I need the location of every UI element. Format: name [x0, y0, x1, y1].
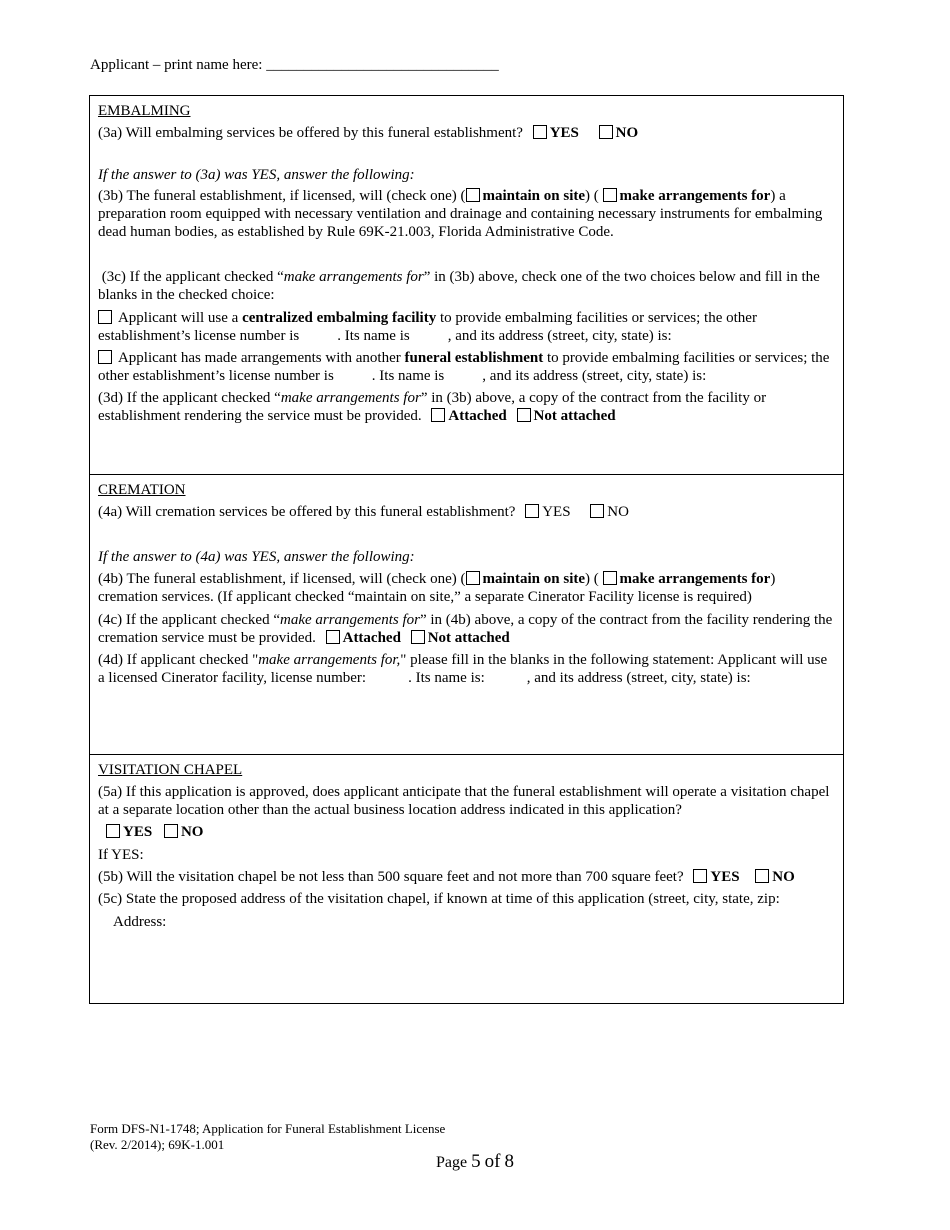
question-5a: (5a) If this application is approved, does applicant anticipate that the funeral establishment will operate a visitation chapel at a separate location other than the actual business location address indicated in this application? — [98, 784, 830, 818]
chapel-if-yes: If YES: — [98, 847, 144, 863]
question-4a: (4a) Will cremation services be offered by this funeral establishment? YES NO — [98, 504, 629, 520]
visitation-chapel-section — [89, 754, 844, 1004]
3c-centralized-facility-checkbox[interactable] — [98, 310, 112, 324]
chapel-address-field[interactable]: Address: — [113, 914, 167, 930]
embalming-section — [89, 95, 844, 475]
5b-yes-checkbox[interactable] — [693, 869, 707, 883]
4a-no-checkbox[interactable] — [590, 504, 604, 518]
5b-no-checkbox[interactable] — [755, 869, 769, 883]
cremation-heading: CREMATION — [98, 482, 186, 498]
3a-yes-checkbox[interactable] — [533, 125, 547, 139]
4b-maintain-on-site-checkbox[interactable] — [466, 571, 480, 585]
question-3c: (3c) If the applicant checked “make arrangements for” in (3b) above, check one of the two choices below and fill in the blanks in the checked choice: — [98, 269, 820, 303]
5a-no-checkbox[interactable] — [164, 824, 178, 838]
question-5b: (5b) Will the visitation chapel be not less than 500 square feet and not more than 700 square feet? YES NO — [98, 869, 795, 885]
question-5c: (5c) State the proposed address of the visitation chapel, if known at time of this application (street, city, state, zip: — [98, 891, 780, 907]
form-footer — [90, 1121, 445, 1153]
question-3b: (3b) The funeral establishment, if licensed, will (check one) ( maintain on site) ( make arrangements for) a preparation room equipped with necessary ventilation and drainage and containing necessary instruments for embalming dead human bodies, as established by Rule 69K-21.003, Florida Administrative Code. — [98, 188, 823, 240]
page-number: Page 5 of 8 — [436, 1151, 514, 1172]
question-4b: (4b) The funeral establishment, if licensed, will (check one) ( maintain on site) ( make arrangements for) cremation services. (If applicant checked “maintain on site,” a separate Cinerator Facility license is required) — [98, 571, 776, 605]
3a-no-checkbox[interactable] — [599, 125, 613, 139]
4c-attached-checkbox[interactable] — [326, 630, 340, 644]
3b-make-arrangements-checkbox[interactable] — [603, 188, 617, 202]
3d-attached-checkbox[interactable] — [431, 408, 445, 422]
footer-revision: (Rev. 2/2014); 69K-1.001 — [90, 1137, 225, 1152]
cremation-if-yes: If the answer to (4a) was YES, answer the following: — [98, 549, 415, 565]
embalming-heading: EMBALMING — [98, 103, 191, 119]
3d-not-attached-checkbox[interactable] — [517, 408, 531, 422]
applicant-name-line — [90, 56, 499, 74]
embalming-if-yes: If the answer to (3a) was YES, answer the following: — [98, 167, 415, 183]
question-4c: (4c) If the applicant checked “make arrangements for” in (4b) above, a copy of the contract from the facility rendering the cremation service must be provided. Attached Not attached — [98, 612, 833, 646]
5a-yes-checkbox[interactable] — [106, 824, 120, 838]
4b-make-arrangements-checkbox[interactable] — [603, 571, 617, 585]
choice-funeral-establishment: Applicant has made arrangements with another funeral establishment to provide embalming facilities or services; the other establishment’s license number is . Its name is , and its address (street, city, state) is: — [98, 350, 830, 384]
footer-form-id: Form DFS-N1-1748; Application for Funeral Establishment License — [90, 1121, 446, 1136]
4c-not-attached-checkbox[interactable] — [411, 630, 425, 644]
3c-funeral-establishment-checkbox[interactable] — [98, 350, 112, 364]
applicant-label: Applicant – print name here: — [90, 57, 263, 73]
question-4d: (4d) If applicant checked "make arrangements for," please fill in the blanks in the following statement: Applicant will use a licensed Cinerator facility, license number: . Its name is: , and its address (street, city, state) is: — [98, 652, 828, 686]
cremation-section — [89, 474, 844, 755]
applicant-name-blank[interactable]: _______________________________ — [266, 57, 499, 73]
question-3a: (3a) Will embalming services be offered by this funeral establishment? YES NO — [98, 125, 639, 141]
question-3d: (3d) If the applicant checked “make arrangements for” in (3b) above, a copy of the contract from the facility or establishment rendering the service must be provided. Attached Not attached — [98, 390, 767, 424]
4a-yes-checkbox[interactable] — [525, 504, 539, 518]
chapel-heading: VISITATION CHAPEL — [98, 762, 243, 778]
choice-centralized-facility: Applicant will use a centralized embalming facility to provide embalming facilities or services; the other establishment’s license number is . Its name is , and its address (street, city, state) is: — [98, 310, 757, 344]
3b-maintain-on-site-checkbox[interactable] — [466, 188, 480, 202]
5a-yes-no: YES NO — [106, 823, 835, 841]
